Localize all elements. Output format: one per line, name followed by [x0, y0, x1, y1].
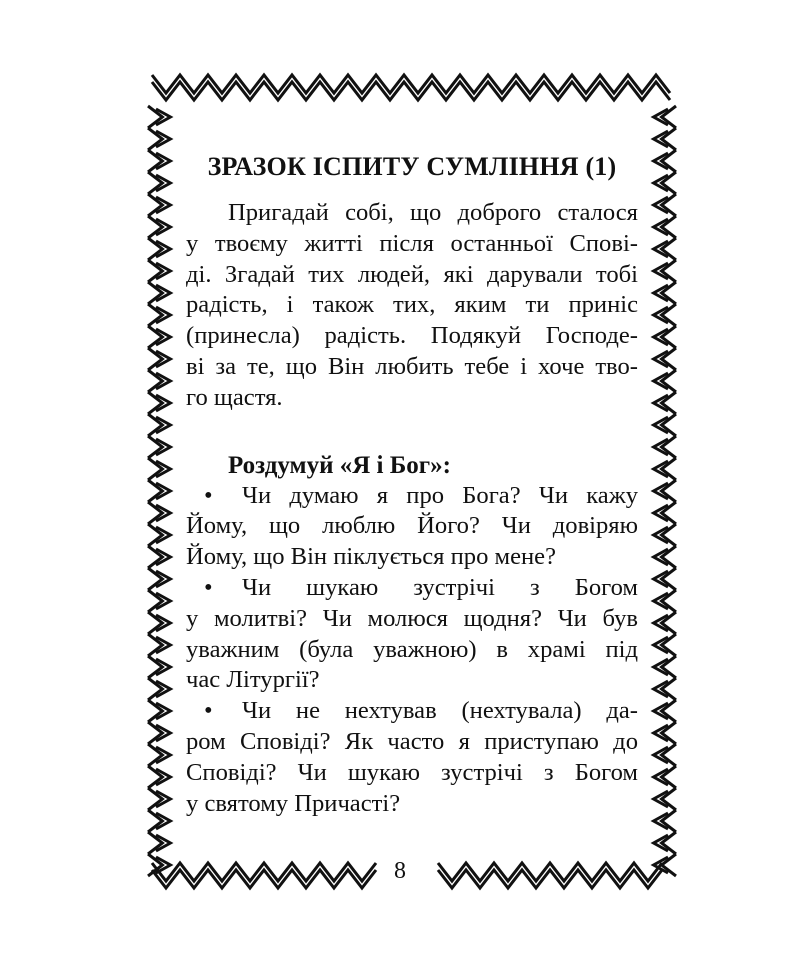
left-border-ornament	[148, 722, 162, 744]
intro-line: Пригадай собі, що доброго сталося	[228, 199, 638, 226]
left-border-ornament	[148, 128, 162, 150]
left-border-ornament	[148, 766, 162, 788]
intro-line: го щастя.	[186, 383, 283, 411]
left-border-ornament	[148, 590, 162, 612]
left-border-ornament	[148, 194, 162, 216]
left-border-ornament	[148, 656, 162, 678]
left-border-ornament	[148, 700, 162, 722]
left-border-ornament	[148, 744, 162, 766]
right-border-ornament	[662, 612, 676, 634]
bullet-icon: •	[204, 697, 213, 725]
bullet-icon: •	[204, 573, 213, 601]
intro-line: ві за те, що Він любить тебе і хоче тво-	[186, 352, 638, 380]
left-border-ornament	[148, 348, 162, 370]
page-number	[0, 858, 800, 885]
right-border-ornament	[662, 370, 676, 392]
right-border-ornament	[662, 656, 676, 678]
left-border-ornament	[148, 304, 162, 326]
right-border-ornament	[662, 128, 676, 150]
left-border-ornament	[148, 480, 162, 502]
intro-line: у твоєму житті після останньої Спові-	[186, 229, 638, 257]
left-border-ornament	[148, 414, 162, 436]
bullet-text: у молитві? Чи молюся щодня? Чи був	[186, 604, 638, 632]
left-border-ornament	[148, 370, 162, 392]
section-heading: Роздумуй «Я і Бог»:	[228, 451, 451, 479]
right-border-ornament	[662, 106, 676, 128]
bullet-text: Йому, що люблю Його? Чи довіряю	[186, 512, 638, 540]
right-border-ornament	[662, 414, 676, 436]
right-border-ornament	[662, 568, 676, 590]
bullet-text: Йому, що Він піклується про мене?	[186, 543, 556, 571]
right-border-ornament	[662, 722, 676, 744]
bullet-text: час Літургії?	[186, 666, 320, 694]
right-border-ornament	[662, 744, 676, 766]
bullet-item	[186, 481, 638, 573]
bullet-text: у святому Причасті?	[186, 789, 401, 817]
page-content	[186, 150, 638, 819]
right-border-ornament	[662, 216, 676, 238]
left-border-ornament	[148, 326, 162, 348]
right-border-ornament	[662, 524, 676, 546]
right-border-ornament	[662, 502, 676, 524]
intro-line: ді. Згадай тих людей, які дарували тобі	[186, 260, 638, 288]
right-border-ornament	[662, 590, 676, 612]
right-border-ornament	[662, 788, 676, 810]
page-number-text: 8	[388, 858, 412, 884]
right-border-ornament	[662, 392, 676, 414]
left-border-ornament	[148, 612, 162, 634]
right-border-ornament	[662, 678, 676, 700]
intro-paragraph	[186, 198, 638, 414]
left-border-ornament	[148, 832, 162, 854]
right-border-ornament	[662, 282, 676, 304]
right-border-ornament	[662, 458, 676, 480]
left-border-ornament	[148, 502, 162, 524]
bullet-item	[186, 573, 638, 696]
left-border-ornament	[148, 172, 162, 194]
intro-line: (принесла) радість. Подякуй Господе-	[186, 322, 638, 350]
right-border-ornament	[662, 832, 676, 854]
left-border-ornament	[148, 238, 162, 260]
right-border-ornament	[662, 436, 676, 458]
left-border-ornament	[148, 282, 162, 304]
bullet-text: Чи шукаю зустрічі з Богом	[242, 573, 638, 601]
bullet-icon: •	[204, 481, 213, 509]
right-border-ornament	[662, 172, 676, 194]
right-border-ornament	[662, 700, 676, 722]
bullet-text: уважним (була уважною) в храмі під	[186, 635, 638, 663]
bullet-item	[186, 696, 638, 819]
bullet-text: Чи думаю я про Бога? Чи кажу	[242, 481, 638, 509]
right-border-ornament	[662, 546, 676, 568]
left-border-ornament	[148, 810, 162, 832]
right-border-ornament	[662, 634, 676, 656]
left-border-ornament	[148, 788, 162, 810]
intro-line: радість, і також тих, яким ти приніс	[186, 291, 638, 319]
left-border-ornament	[148, 436, 162, 458]
bullet-text: Чи не нехтував (нехтувала) да-	[242, 697, 638, 725]
page-title: ЗРАЗОК ІСПИТУ СУМЛІННЯ (1)	[207, 152, 617, 181]
bullet-text: ром Сповіді? Як часто я приступаю до	[186, 727, 638, 755]
left-border-ornament	[148, 458, 162, 480]
right-border-ornament	[662, 326, 676, 348]
right-border-ornament	[662, 810, 676, 832]
left-border-ornament	[148, 634, 162, 656]
left-border-ornament	[148, 216, 162, 238]
bullet-text: Сповіді? Чи шукаю зустрічі з Богом	[186, 758, 638, 786]
right-border-ornament	[662, 260, 676, 282]
left-border-ornament	[148, 546, 162, 568]
left-border-ornament	[148, 392, 162, 414]
right-border-ornament	[662, 348, 676, 370]
left-border-ornament	[148, 678, 162, 700]
right-border-ornament	[662, 766, 676, 788]
right-border-ornament	[662, 480, 676, 502]
left-border-ornament	[148, 524, 162, 546]
right-border-ornament	[662, 194, 676, 216]
right-border-ornament	[662, 150, 676, 172]
right-border-ornament	[662, 304, 676, 326]
left-border-ornament	[148, 106, 162, 128]
left-border-ornament	[148, 568, 162, 590]
left-border-ornament	[148, 260, 162, 282]
left-border-ornament	[148, 150, 162, 172]
right-border-ornament	[662, 238, 676, 260]
